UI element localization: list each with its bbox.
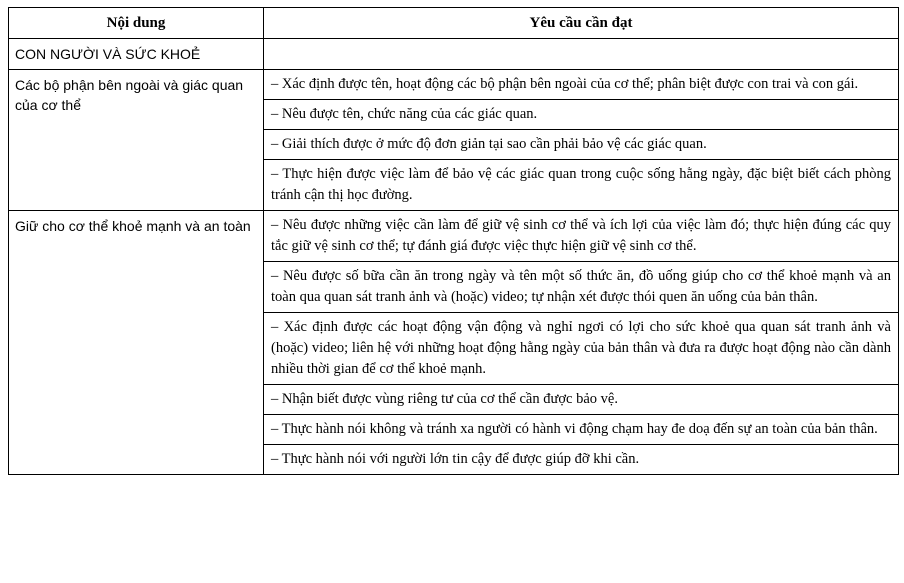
section-title: CON NGƯỜI VÀ SỨC KHOẺ <box>9 39 264 70</box>
requirement-item: – Nêu được những việc cần làm để giữ vệ sinh cơ thể và ích lợi của việc làm đó; thực hiện đúng các quy tắc giữ vệ sinh cơ thể; tự đánh giá được việc thực hiện giữ vệ sinh cơ thể. <box>264 211 898 262</box>
section-row <box>9 39 899 70</box>
table-row <box>9 211 899 475</box>
content-cell: Giữ cho cơ thể khoẻ mạnh và an toàn <box>9 211 264 475</box>
requirement-item: – Giải thích được ở mức độ đơn giản tại sao cần phải bảo vệ các giác quan. <box>264 130 898 160</box>
requirement-item: – Thực hành nói không và tránh xa người có hành vi động chạm hay đe doạ đến sự an toàn của bản thân. <box>264 415 898 445</box>
requirement-item: – Thực hiện được việc làm để bảo vệ các giác quan trong cuộc sống hằng ngày, đặc biệt biết cách phòng tránh cận thị học đường. <box>271 166 891 203</box>
requirement-item: – Nêu được số bữa cần ăn trong ngày và tên một số thức ăn, đồ uống giúp cho cơ thể khoẻ mạnh và an toàn qua quan sát tranh ảnh và (hoặc) video; tự nhận xét được thói quen ăn uống của bản thân. <box>264 262 898 313</box>
requirement-item: – Thực hành nói với người lớn tin cậy để được giúp đỡ khi cần. <box>271 451 640 467</box>
requirement-item: – Nhận biết được vùng riêng tư của cơ thể cần được bảo vệ. <box>264 385 898 415</box>
section-empty-cell <box>264 39 899 70</box>
table-row <box>9 70 899 211</box>
requirement-item: – Xác định được tên, hoạt động các bộ phận bên ngoài của cơ thể; phân biệt được con trai và con gái. <box>264 70 898 100</box>
curriculum-table <box>8 7 899 475</box>
header-row <box>9 8 899 39</box>
requirement-item: – Nêu được tên, chức năng của các giác quan. <box>264 100 898 130</box>
content-cell: Các bộ phận bên ngoài và giác quan của cơ thể <box>9 70 264 211</box>
requirements-cell <box>264 70 899 211</box>
header-requirements: Yêu cầu cần đạt <box>264 8 899 39</box>
requirement-item: – Xác định được các hoạt động vận động và nghỉ ngơi có lợi cho sức khoẻ qua quan sát tranh ảnh và (hoặc) video; liên hệ với những hoạt động hằng ngày của bản thân và đưa ra được hoạt động nào cần dành nhiều thời gian để cơ thể khoẻ mạnh. <box>264 313 898 385</box>
header-content: Nội dung <box>9 8 264 39</box>
requirements-cell <box>264 211 899 475</box>
